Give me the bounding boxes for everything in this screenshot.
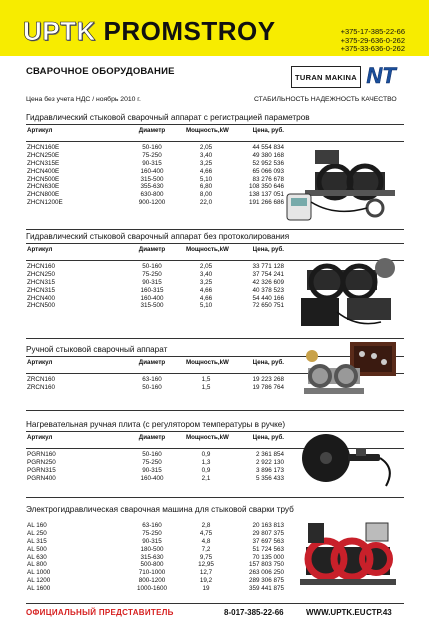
cell-article: AL 160 (27, 522, 47, 529)
cell-article: AL 250 (27, 529, 47, 537)
col-article: Артикул (27, 127, 53, 134)
cell-power: 12,95 (198, 561, 214, 569)
cell-price: 51 724 563 (252, 545, 284, 553)
cell-diameter: 315-500 (140, 302, 164, 310)
cell-power: 2,1 (201, 474, 211, 482)
cell-diameter: 50-160 (142, 451, 162, 458)
col-price: Цена, руб. (252, 246, 284, 253)
col-diameter: Диаметр (138, 434, 166, 441)
col-diameter: Диаметр (138, 246, 166, 253)
brand-part2: PROMSTROY (103, 16, 276, 46)
cell-diameter: 160-315 (140, 286, 164, 294)
cell-price: 37 754 241 (252, 270, 284, 278)
cell-power: 1,5 (201, 383, 211, 391)
hydraulic-welder-registration-photo (285, 142, 400, 224)
col-article: Артикул (27, 359, 53, 366)
cell-article: ZHCN315 (27, 286, 55, 294)
cell-power: 2,8 (201, 522, 211, 529)
cell-diameter: 630-800 (140, 191, 164, 199)
cell-article: ZHCN630E (27, 183, 60, 191)
manual-welder-photo (300, 334, 400, 408)
page-title: СВАРОЧНОЕ ОБОРУДОВАНИЕ (26, 66, 175, 77)
cell-power: 9,75 (199, 553, 213, 561)
cell-price: 5 356 433 (255, 474, 284, 482)
cell-article: ZHCN315 (27, 278, 55, 286)
cell-article: ZHCN500 (27, 302, 55, 310)
cell-article: ZHCN400E (27, 167, 60, 175)
footer-phone: 8-017-385-22-66 (224, 608, 284, 617)
cell-diameter: 50-160 (142, 263, 162, 270)
cell-diameter: 50-160 (142, 144, 162, 151)
col-power: Мощность,kW (186, 127, 229, 134)
cell-power: 4,66 (199, 294, 213, 302)
table-header (26, 124, 404, 142)
col-power: Мощность,kW (186, 359, 229, 366)
cell-price: 359 441 875 (248, 585, 284, 593)
section-title: Гидравлический стыковой сварочный аппарат с регистрацией параметров (26, 113, 310, 122)
phone-line: +375-33-636-0-262 (340, 44, 405, 54)
col-article: Артикул (27, 246, 53, 253)
col-price: Цена, руб. (252, 127, 284, 134)
cell-power: 0,9 (201, 466, 211, 474)
cell-diameter: 500-800 (140, 561, 164, 569)
cell-diameter: 160-400 (140, 167, 164, 175)
cell-diameter: 75-250 (142, 458, 162, 466)
cell-diameter: 50-160 (142, 383, 162, 391)
cell-price: 49 380 168 (252, 151, 284, 159)
cell-price: 52 952 536 (252, 159, 284, 167)
cell-article: PGRN315 (27, 466, 56, 474)
cell-price: 54 440 166 (252, 294, 284, 302)
col-power: Мощность,kW (186, 434, 229, 441)
cell-power: 2,05 (199, 263, 213, 270)
cell-diameter: 90-315 (142, 537, 162, 545)
cell-price: 40 378 523 (252, 286, 284, 294)
cell-power: 3,25 (199, 278, 213, 286)
cell-diameter: 900-1200 (138, 199, 166, 207)
section-title: Электрогидравлическая сварочная машина для стыковой сварки труб (26, 505, 294, 514)
cell-price: 72 650 751 (252, 302, 284, 310)
col-diameter: Диаметр (138, 359, 166, 366)
cell-price: 108 350 646 (248, 183, 284, 191)
cell-article: ZHCN250 (27, 270, 55, 278)
cell-diameter: 63-160 (142, 376, 162, 383)
cell-diameter: 710-1000 (138, 569, 166, 577)
cell-price: 191 266 686 (248, 199, 284, 207)
cell-diameter: 90-315 (142, 159, 162, 167)
cell-price: 157 803 750 (248, 561, 284, 569)
cell-article: ZHCN500E (27, 175, 60, 183)
cell-article: AL 630 (27, 553, 47, 561)
cell-power: 1,5 (201, 376, 211, 383)
slogan: СТАБИЛЬНОСТЬ НАДЕЖНОСТЬ КАЧЕСТВО (254, 96, 397, 103)
cell-price: 263 006 250 (248, 569, 284, 577)
cell-price: 19 223 268 (252, 376, 284, 383)
brand-part1: UPTK (23, 16, 96, 46)
cell-diameter: 160-400 (140, 294, 164, 302)
cell-price: 2 922 130 (255, 458, 284, 466)
cell-price: 138 137 051 (248, 191, 284, 199)
cell-price: 19 786 764 (252, 383, 284, 391)
cell-power: 7,2 (201, 545, 211, 553)
cell-diameter: 1000-1600 (136, 585, 168, 593)
turan-makina-logo: TURAN MAKINA (291, 66, 361, 88)
cell-article: AL 500 (27, 545, 47, 553)
cell-article: ZHCN400 (27, 294, 55, 302)
cell-power: 4,8 (201, 537, 211, 545)
cell-price: 289 306 875 (248, 577, 284, 585)
cell-diameter: 160-400 (140, 474, 164, 482)
cell-article: AL 1000 (27, 569, 51, 577)
section-divider (26, 229, 404, 230)
cell-article: ZRCN160 (27, 383, 55, 391)
cell-price: 42 326 609 (252, 278, 284, 286)
cell-article: ZHCN160E (27, 144, 60, 151)
header-bar (0, 0, 429, 56)
brand-logo (23, 16, 276, 46)
cell-power: 3,40 (199, 270, 213, 278)
col-power: Мощность,kW (186, 246, 229, 253)
cell-power: 4,75 (199, 529, 213, 537)
cell-power: 3,40 (199, 151, 213, 159)
price-note: Цена без учета НДС / ноябрь 2010 г. (26, 96, 141, 103)
cell-article: AL 315 (27, 537, 47, 545)
cell-article: ZHCN160 (27, 263, 55, 270)
cell-power: 4,66 (199, 286, 213, 294)
cell-power: 5,10 (199, 302, 213, 310)
section-title: Нагревательная ручная плита (с регулятором температуры в ручке) (26, 420, 286, 429)
cell-power: 8,00 (199, 191, 213, 199)
heating-plate-photo (296, 428, 400, 492)
cell-article: ZHCN1200E (27, 199, 63, 207)
cell-price: 83 276 678 (252, 175, 284, 183)
cell-price: 20 163 813 (252, 522, 284, 529)
cell-diameter: 75-250 (142, 529, 162, 537)
cell-power: 19,2 (199, 577, 213, 585)
cell-price: 3 896 173 (255, 466, 284, 474)
cell-diameter: 63-160 (142, 522, 162, 529)
cell-power: 4,66 (199, 167, 213, 175)
section-divider (26, 410, 404, 411)
cell-power: 6,80 (199, 183, 213, 191)
cell-price: 44 554 834 (252, 144, 284, 151)
cell-diameter: 75-250 (142, 270, 162, 278)
cell-article: ZHCN315E (27, 159, 60, 167)
cell-price: 37 697 563 (252, 537, 284, 545)
cell-article: ZHCN250E (27, 151, 60, 159)
footer-website-link[interactable]: WWW.UPTK.EU (306, 608, 366, 617)
cell-power: 1,3 (201, 458, 211, 466)
col-diameter: Диаметр (138, 127, 166, 134)
cell-diameter: 90-315 (142, 278, 162, 286)
cell-power: 12,7 (199, 569, 213, 577)
official-representative: ОФИЦИАЛЬНЫЙ ПРЕДСТАВИТЕЛЬ (26, 608, 174, 617)
cell-price: 70 135 000 (252, 553, 284, 561)
cell-article: AL 1600 (27, 585, 51, 593)
col-price: Цена, руб. (252, 359, 284, 366)
cell-price: 2 361 854 (255, 451, 284, 458)
cell-power: 0,9 (201, 451, 211, 458)
cell-article: PGRN400 (27, 474, 56, 482)
cell-diameter: 90-315 (142, 466, 162, 474)
cell-diameter: 180-500 (140, 545, 164, 553)
cell-article: PGRN160 (27, 451, 56, 458)
phone-line: +375-29-636-0-262 (340, 35, 405, 45)
hydraulic-welder-photo (287, 248, 400, 336)
cell-article: AL 1200 (27, 577, 51, 585)
cell-article: PGRN250 (27, 458, 56, 466)
cell-article: AL 800 (27, 561, 47, 569)
footer-divider (26, 603, 404, 604)
col-article: Артикул (27, 434, 53, 441)
cell-diameter: 75-250 (142, 151, 162, 159)
cell-article: ZHCN800E (27, 191, 60, 199)
electrohydraulic-machine-photo (296, 517, 400, 601)
cell-diameter: 800-1200 (138, 577, 166, 585)
cell-price: 33 771 128 (252, 263, 284, 270)
section-divider (26, 497, 404, 498)
cell-power: 2,05 (199, 144, 213, 151)
cell-diameter: 315-630 (140, 553, 164, 561)
section-title: Ручной стыковой сварочный аппарат (26, 345, 168, 354)
cell-power: 19 (202, 585, 210, 593)
section-title: Гидравлический стыковой сварочный аппарат без протоколирования (26, 232, 290, 241)
nt-logo: NT (364, 62, 398, 90)
phone-line: +375-17-385-22-66 (340, 27, 405, 36)
header-phones (341, 28, 405, 54)
col-price: Цена, руб. (252, 434, 284, 441)
cell-power: 5,10 (199, 175, 213, 183)
cell-price: 65 066 093 (252, 167, 284, 175)
cell-article: ZRCN160 (27, 376, 55, 383)
cell-power: 22,0 (199, 199, 213, 207)
cell-diameter: 315-500 (140, 175, 164, 183)
cell-diameter: 355-630 (140, 183, 164, 191)
cell-power: 3,25 (199, 159, 213, 167)
cell-price: 29 807 375 (252, 529, 284, 537)
page-number: СТР.43 (366, 608, 392, 617)
